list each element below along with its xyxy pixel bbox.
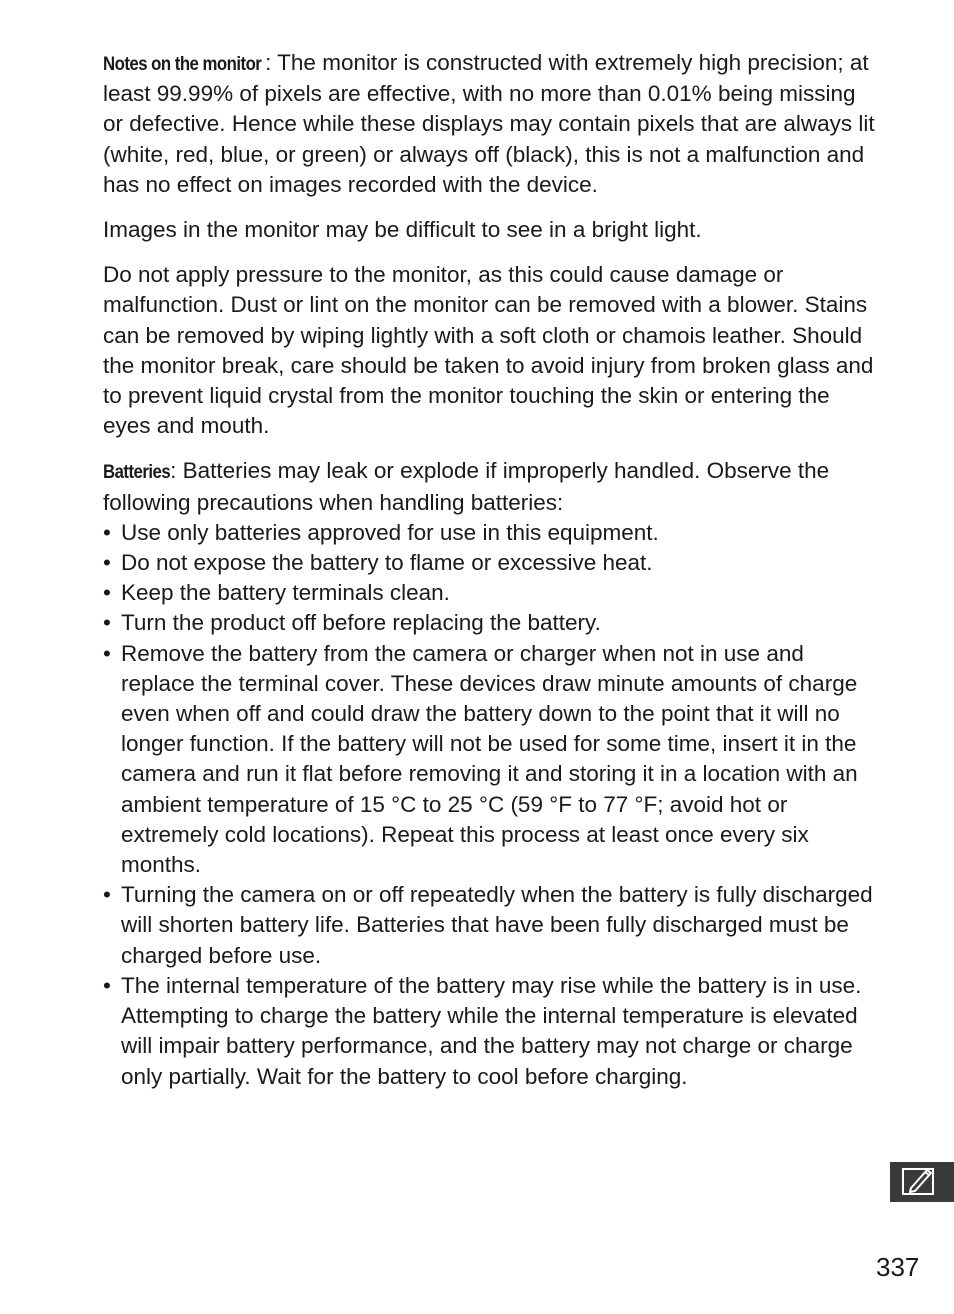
list-item: • Do not expose the battery to flame or excessive heat. [103,548,875,578]
pressure-paragraph: Do not apply pressure to the monitor, as this could cause damage or malfunction. Dust or lint on the monitor can be removed with a blower. Stains can be removed by wiping lightly with a soft cloth or chamois leather. Should the monitor break, care should be taken to avoid injury from broken glass and to prevent liquid crystal from the monitor touching the skin or entering the eyes and mouth. [103,262,874,439]
batteries-intro-text: : Batteries may leak or explode if improperly handled. Observe the following precautions when handling batteries: [103,458,830,515]
technical-notes-icon [901,1166,941,1198]
list-item: • Use only batteries approved for use in this equipment. [103,518,875,548]
notes-on-monitor-heading: Notes on the monitor [103,53,262,75]
list-item: • Turn the product off before replacing the battery. [103,608,875,638]
list-item: • Remove the battery from the camera or charger when not in use and replace the terminal cover. These devices draw minute amounts of charge even when off and could draw the battery down to the point that it will no longer function. If the battery will not be used for some time, insert it in the camera and run it flat before removing it and storing it in a location with an ambient temperature of 15 °C to 25 °C (59 °F to 77 °F; avoid hot or extremely cold locations). Repeat this process at least once every six months. [103,639,875,881]
section-tab[interactable] [890,1162,954,1202]
bright-light-paragraph: Images in the monitor may be difficult to see in a bright light. [103,217,702,243]
battery-precautions-list [103,518,875,1092]
page-content [103,48,875,1092]
batteries-heading: Batteries [103,461,171,484]
batteries-section [103,456,875,1091]
batteries-paragraph [103,456,875,517]
list-item: • Turning the camera on or off repeatedly when the battery is fully discharged will shorten battery life. Batteries that have been fully discharged must be charged before use. [103,880,875,971]
list-item: • The internal temperature of the battery may rise while the battery is in use. Attempting to charge the battery while the internal temperature is elevated will impair battery performance, and the battery may not charge or charge only partially. Wait for the battery to cool before charging. [103,971,875,1092]
notes-on-monitor-text: : The monitor is constructed with extremely high precision; at least 99.99% of pixels are effective, with no more than 0.01% being missing or defective. Hence while these displays may contain pixels that are always lit (white, red, blue, or green) or always off (black), this is not a malfunction and has no effect on images recorded with the device. [103,50,875,197]
page-number: 337 [876,1252,920,1282]
list-item: • Keep the battery terminals clean. [103,578,875,608]
notes-on-monitor-paragraph [103,48,875,200]
